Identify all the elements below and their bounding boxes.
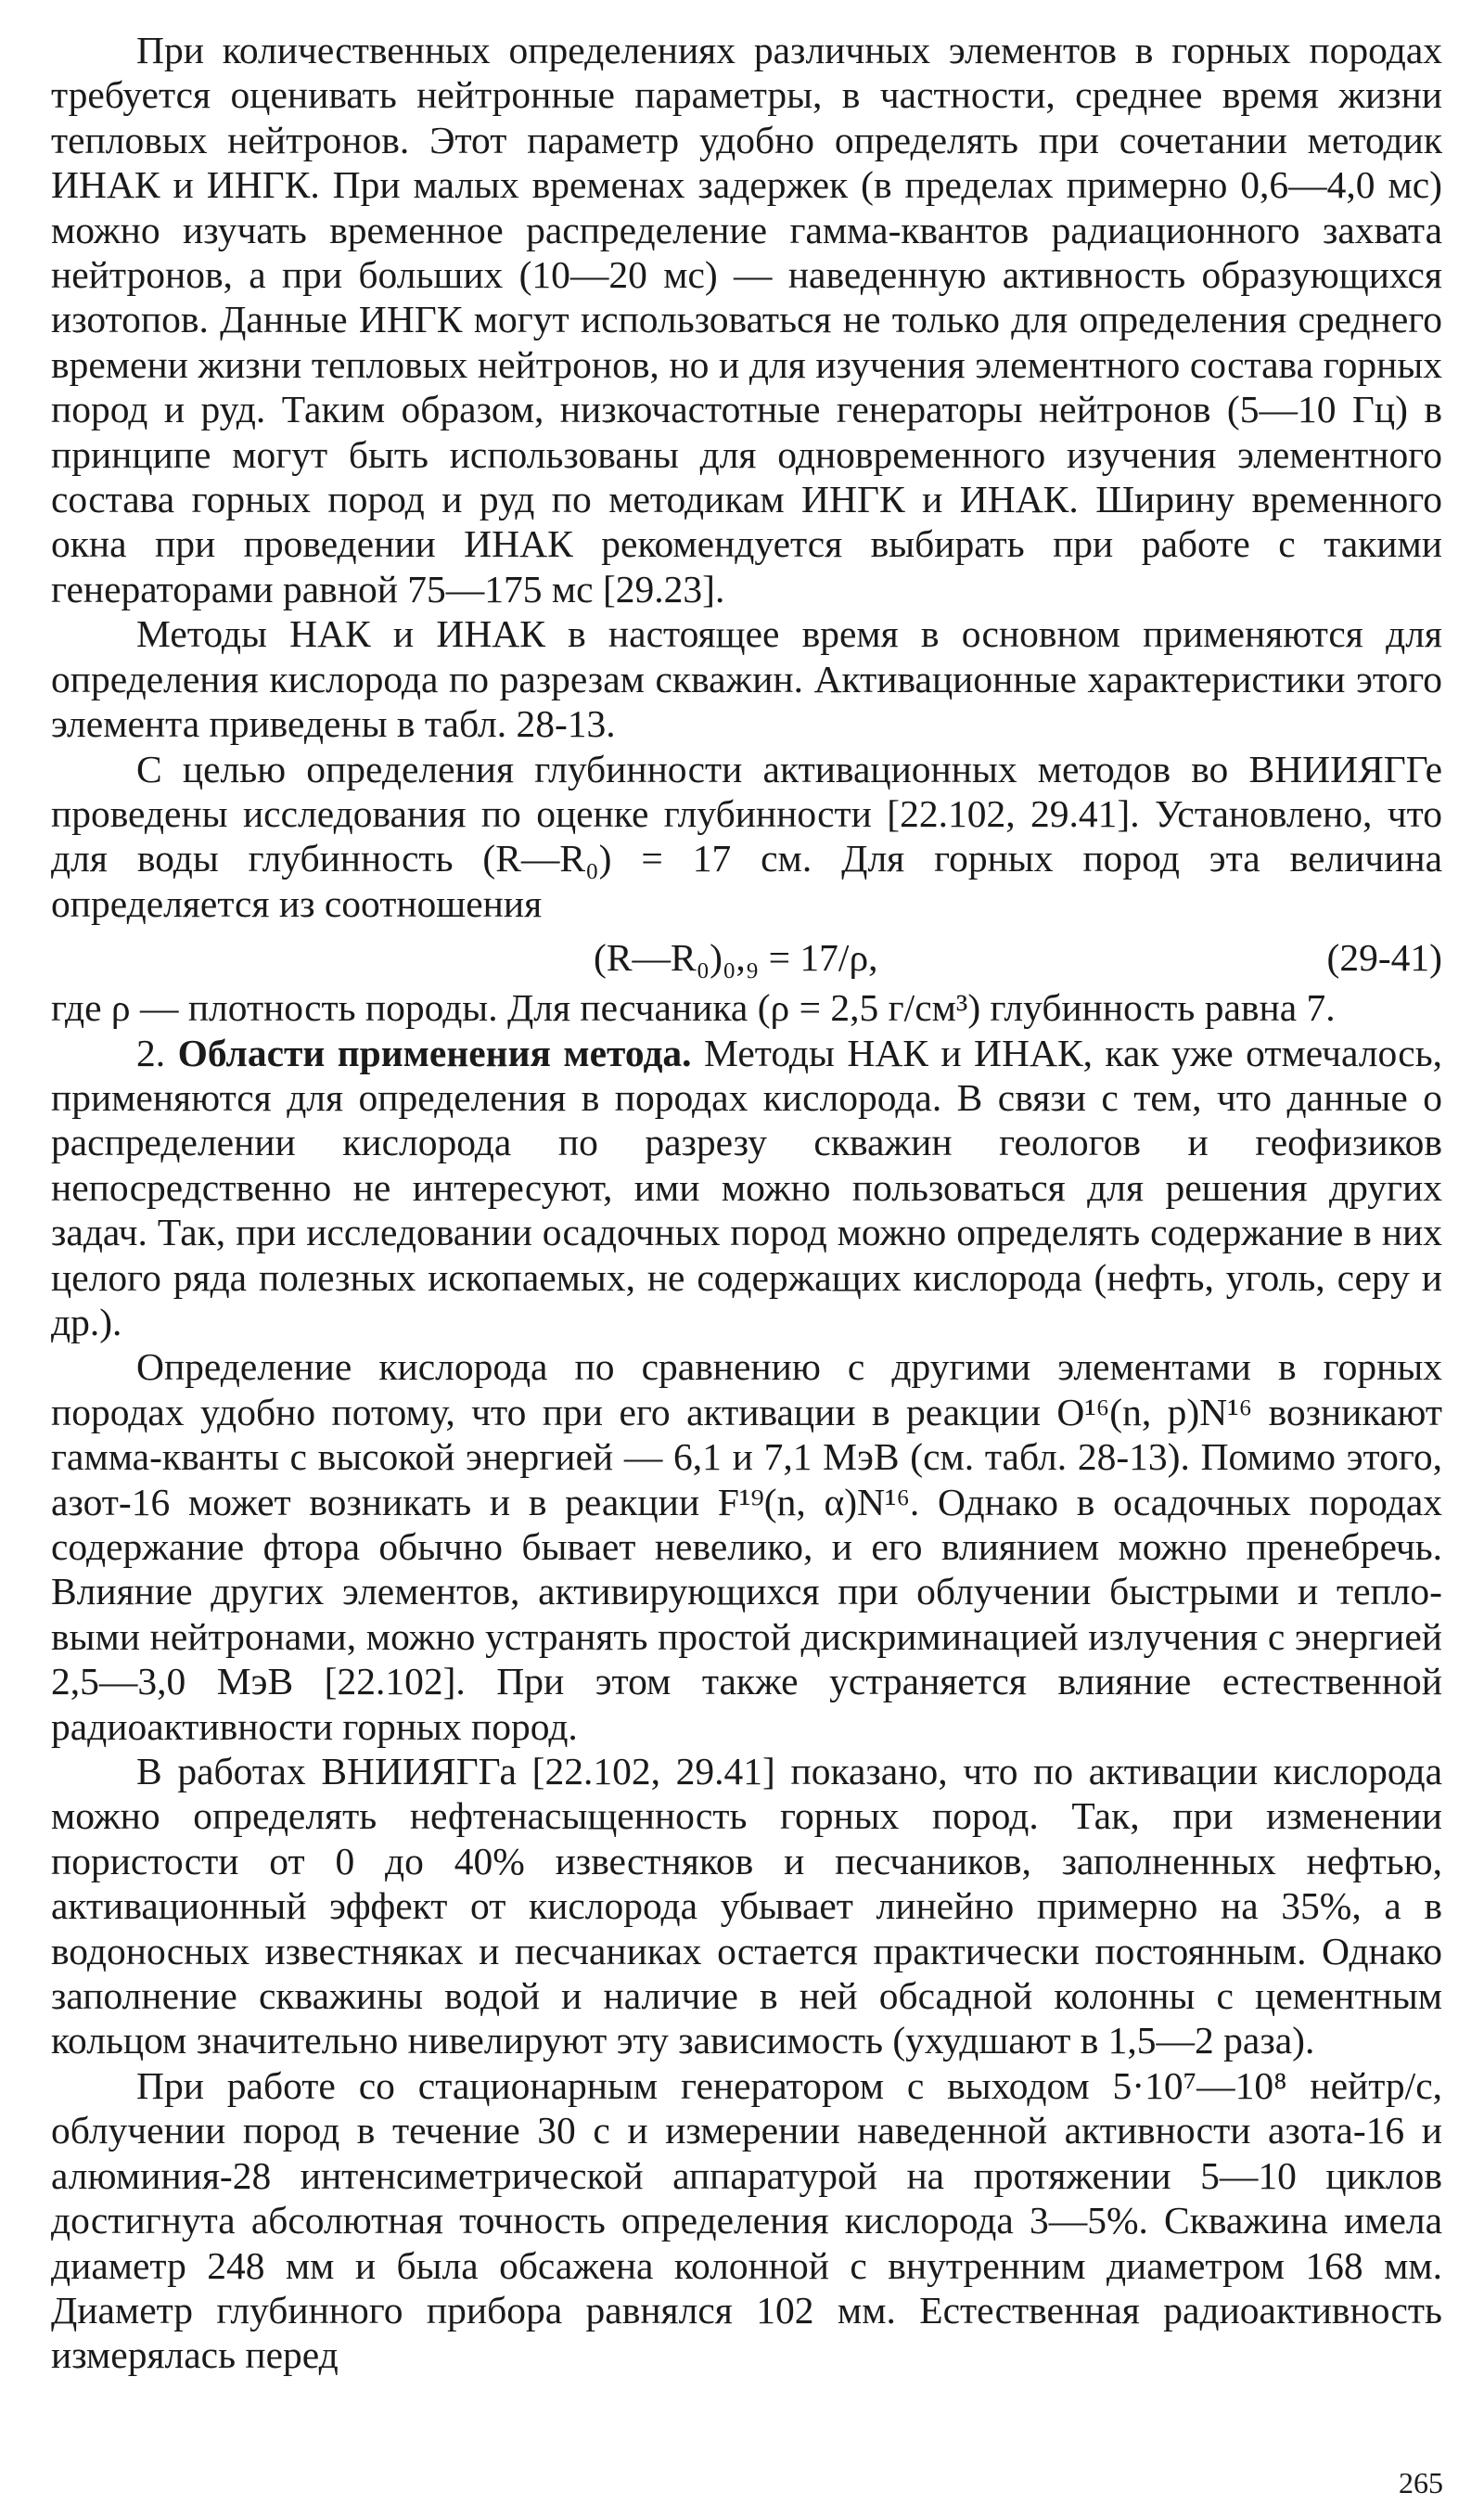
page-number: 265 [1399,2466,1443,2499]
paragraph-oxygen-c: Однако в осадочных породах содержание фтора обычно бывает невелико, и его влиянием можно пренебречь. Влияние других элементов, активирующихся при облучении быстрыми и тепловыми нейтронами, можно устранять простой дискриминацией излучения с энергией 2,5—3,0 МэВ [22.102]. При этом также устраняется влияние естественной радиоактивности горных пород. [51,1480,1442,1748]
paragraph-oxygen [51,1344,1442,1749]
section-heading: Области применения метода. [177,1031,692,1074]
paragraph-time-of-life: При количественных определениях различных элементов в горных породах требуется оценивать нейтронные параметры, в частности, среднее время жизни тепловых нейтронов. Этот параметр удобно определять при сочетании методик ИНАК и ИНГК. При малых временах задержек (в пределах примерно 0,6—4,0 мс) можно изучать временное распределение гамма-квантов радиационного захвата нейтронов, а при больших (10—20 мс) — наведенную активность образующихся изотопов. Данные ИНГК могут использоваться не только для определения среднего времени жизни тепловых нейтронов, но и для изучения элементного состава горных пород и руд. Таким образом, низкочастотные генераторы нейтронов (5—10 Гц) в принципе могут быть использованы для одновременного изучения элементного состава горных пород и руд по методикам ИНГК и ИНАК. Ширину временного окна при проведении ИНАК рекомендуется выбирать при работе с такими генераторами равной 75—175 мс [29.23]. [51,29,1442,610]
paragraph-oxygen-a: Определение кислорода по сравнению с другими элементами в горных породах удобно потому, что при его активации в реакции [51,1345,1442,1433]
paragraph-depth: С целью определения глубинности активационных методов во ВНИИЯГГе проведены исследования по оценке глубинности [22.102, 29.41]. Установлено, что для воды глубинность (R—R₀) = 17 см. Для горных пород эта величина определяется из соотношения [51,747,1442,925]
paragraph-generator: При работе со стационарным генератором с выходом 5·10⁷—10⁸ нейтр/с, облучении пород в течение 30 с и измерении наведенной активности азота-16 и алюминия-28 интенсиметрической аппаратурой на протяжении 5—10 циклов достигнута абсолютная точность определения кислорода 3—5%. Скважина имела диаметр 248 мм и была обсажена колонной с внутренним диаметром 168 мм. Диаметр глубинного прибора равнялся 102 мм. Естественная радиоактивность измерялась перед [51,2063,1442,2377]
reaction-oxygen: O¹⁶(n, p)N¹⁶ [1056,1390,1253,1433]
paragraph-nak-inak: Методы НАК и ИНАК в настоящее время в основном применяются для определения кислорода по разрезам скважин. Активационные характеристики этого элемента приведены в табл. 28-13. [51,612,1442,746]
equation-number: (29-41) [1326,936,1442,980]
section-applications [51,1031,1442,1345]
paragraph-density: где ρ — плотность породы. Для песчаника (ρ = 2,5 г/см³) глубинность равна 7. [51,986,1336,1030]
equation-29-41 [51,931,1442,983]
paragraph-oxygen-b: возникают гамма-кванты с высокой энергией — 6,1 и 7,1 МэВ (см. табл. 28-13). Помимо этого, азот-16 может возникать и в реакции [51,1390,1442,1523]
page-body [51,28,1442,2378]
reaction-fluorine: F¹⁹(n, α)N¹⁶. [717,1480,920,1523]
equation-formula: (R—R₀)₀,₉ = 17/ρ, [594,936,878,980]
section-text: Методы НАК и ИНАК, как уже отмечалось, применяются для определения в породах кислорода. В связи с тем, что данные о распределении кислорода по разрезу скважин геологов и геофизиков непосредственно не интересуют, ими можно пользоваться для решения других задач. Так, при исследовании осадочных пород можно определять содержание в них целого ряда полезных ископаемых, не содержащих кислорода (нефть, уголь, серу и др.). [51,1031,1443,1343]
section-number: 2. [136,1031,166,1074]
paragraph-oil-saturation: В работах ВНИИЯГГа [22.102, 29.41] показано, что по активации кислорода можно определять нефтенасыщенность горных пород. Так, при изменении пористости от 0 до 40% известняков и песчаников, заполненных нефтью, активационный эффект от кислорода убывает линейно примерно на 35%, а в водоносных известняках и песчаниках остается практически постоянным. Однако заполнение скважины водой и наличие в ней обсадной колонны с цементным кольцом значительно нивелируют эту зависимость (ухудшают в 1,5—2 раза). [51,1750,1442,2062]
